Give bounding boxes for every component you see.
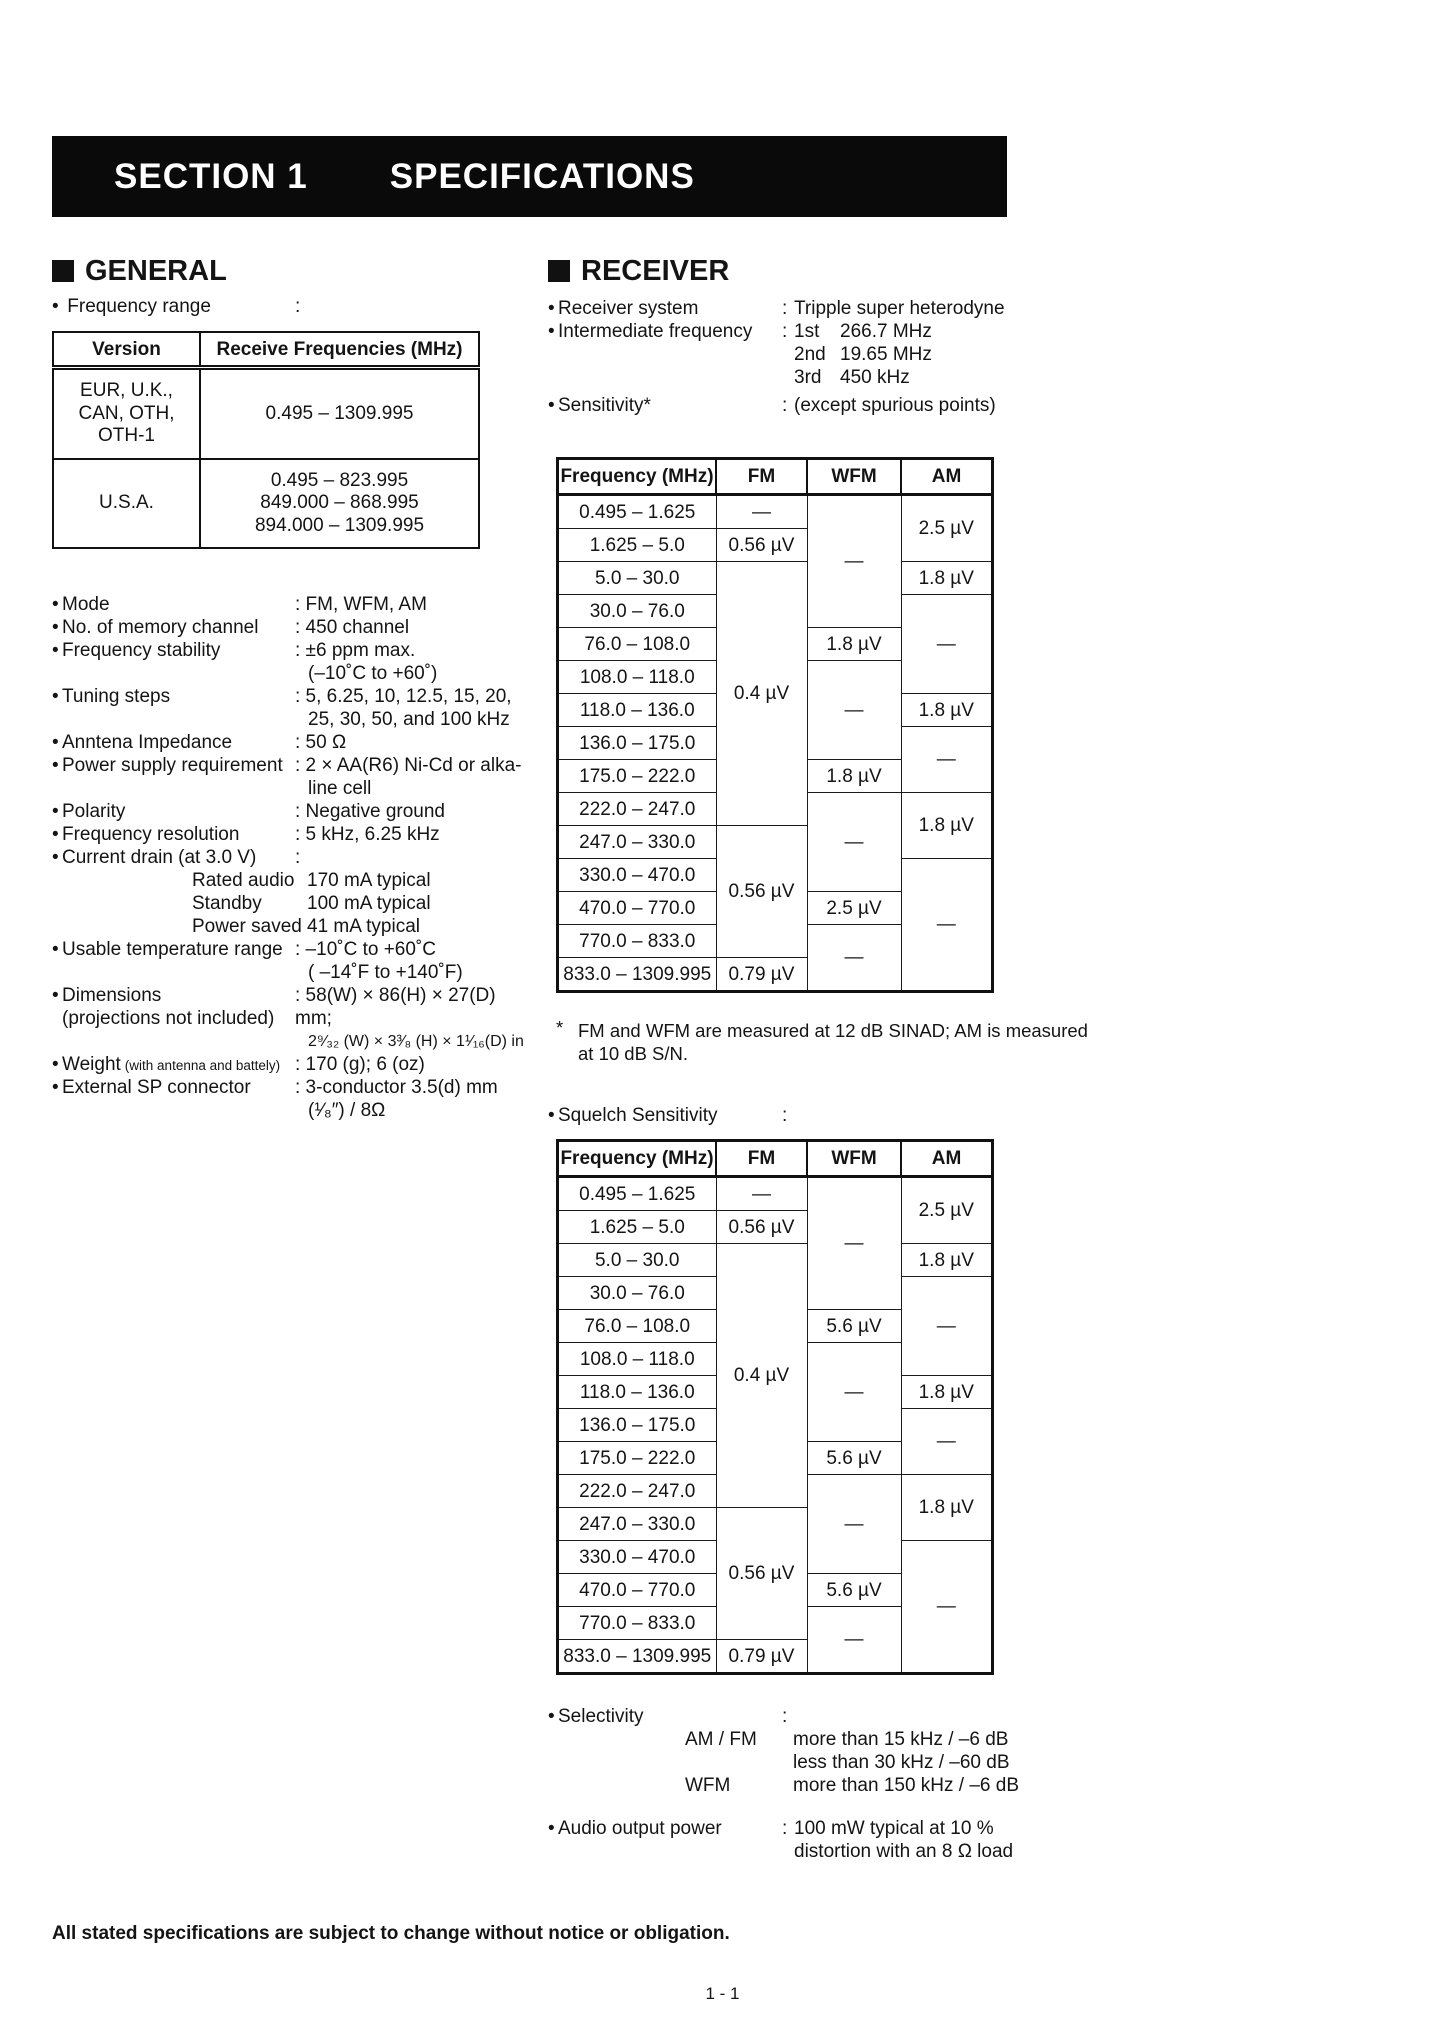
label-text: Frequency resolution xyxy=(62,824,240,845)
value-line: : –10˚C to +60˚C xyxy=(295,939,436,960)
frequency-line: 0.495 – 1309.995 xyxy=(265,402,414,424)
table-row xyxy=(558,562,993,595)
label-text: Audio output power xyxy=(558,1818,722,1839)
spec-label xyxy=(52,938,283,961)
frequency-cell: 1.625 – 5.0 xyxy=(558,1211,717,1244)
fm-value-cell: — xyxy=(716,495,807,529)
bullet-icon: • xyxy=(52,296,59,317)
selectivity-entry xyxy=(548,1751,1408,1774)
colon: : xyxy=(782,1818,788,1839)
bullet-icon: • xyxy=(52,755,59,776)
column-header: Frequency (MHz) xyxy=(558,1141,717,1177)
value-line: : 2 × AA(R6) Ni-Cd or alka- xyxy=(295,755,522,776)
wfm-value-cell: — xyxy=(807,925,901,992)
bullet-icon: • xyxy=(548,1818,555,1839)
bullet-icon: • xyxy=(52,801,59,822)
label-text: Weight xyxy=(62,1054,121,1075)
section-header-bar xyxy=(52,136,1007,217)
version-line: OTH-1 xyxy=(98,425,155,446)
label-text: Anntena Impedance xyxy=(62,732,233,753)
frequency-cell: 118.0 – 136.0 xyxy=(558,1376,717,1409)
general-heading-text: GENERAL xyxy=(85,254,227,287)
table-row xyxy=(53,459,479,549)
spec-row xyxy=(52,800,524,823)
spec-subrow xyxy=(52,869,524,892)
mode-value: more than 150 kHz / –6 dB xyxy=(793,1775,1020,1796)
bullet-icon: • xyxy=(52,686,59,707)
squelch-sensitivity-table xyxy=(556,1139,994,1675)
version-line: U.S.A. xyxy=(99,492,154,513)
am-value-cell: 1.8 µV xyxy=(901,1376,993,1409)
value-line: (¹⁄₈″) / 8Ω xyxy=(308,1100,386,1121)
fm-value-cell: 0.56 µV xyxy=(716,1508,807,1640)
wfm-value-cell: — xyxy=(807,1607,901,1674)
version-cell xyxy=(53,459,200,549)
spec-label xyxy=(548,297,698,320)
frequency-cell: 330.0 – 470.0 xyxy=(558,1541,717,1574)
am-value-cell: — xyxy=(901,595,993,694)
intermediate-frequency-row xyxy=(548,320,1408,389)
fm-value-cell: 0.56 µV xyxy=(716,529,807,562)
spec-label xyxy=(52,616,258,639)
spec-value-line2: distortion with an 8 Ω load xyxy=(794,1841,1014,1862)
fm-value-cell: 0.56 µV xyxy=(716,826,807,958)
frequency-cell: 136.0 – 175.0 xyxy=(558,1409,717,1442)
section-number: SECTION 1 xyxy=(114,157,308,196)
selectivity-block xyxy=(548,1705,1408,1797)
general-specs xyxy=(52,593,524,1122)
value-line: ( –14˚F to +140˚F) xyxy=(308,962,463,983)
frequency-cell: 175.0 – 222.0 xyxy=(558,1442,717,1475)
bullet-icon: • xyxy=(52,1077,59,1098)
label-text: Tuning steps xyxy=(62,686,171,707)
subrow-value: 100 mA typical xyxy=(307,893,431,914)
footer-note: All stated specifications are subject to change without notice or obligation. xyxy=(52,1923,730,1944)
table-header-row xyxy=(53,332,479,368)
frequency-cell: 30.0 – 76.0 xyxy=(558,595,717,628)
mode-name: WFM xyxy=(685,1775,731,1796)
version-table xyxy=(52,331,480,549)
page-number: 1 - 1 xyxy=(705,1984,740,2003)
am-value-cell: — xyxy=(901,727,993,793)
frequency-cell: 108.0 – 118.0 xyxy=(558,1343,717,1376)
spec-label xyxy=(52,1053,280,1077)
frequency-cell: 76.0 – 108.0 xyxy=(558,1310,717,1343)
subrow-value: 170 mA typical xyxy=(307,870,431,891)
bullet-icon: • xyxy=(52,985,59,1006)
label-text: Squelch Sensitivity xyxy=(558,1105,718,1126)
frequency-cell: 833.0 – 1309.995 xyxy=(558,1640,717,1674)
colon: : xyxy=(782,1105,788,1126)
label-text: Receiver system xyxy=(558,298,699,319)
mode-value: more than 15 kHz / –6 dB xyxy=(793,1729,1009,1750)
label-text: Current drain (at 3.0 V) xyxy=(62,847,257,868)
column-header: WFM xyxy=(807,459,901,495)
table-header-row xyxy=(558,459,993,495)
spec-value: Tripple super heterodyne xyxy=(794,298,1005,319)
spec-label xyxy=(52,800,125,823)
label-small-text: (with antenna and battely) xyxy=(124,1058,281,1073)
table-header-row xyxy=(558,1141,993,1177)
am-value-cell: — xyxy=(901,1409,993,1475)
spec-label xyxy=(52,823,239,846)
spec-label xyxy=(52,846,256,869)
wfm-value-cell: — xyxy=(807,1177,901,1310)
spec-value xyxy=(295,1076,524,1122)
if-stage xyxy=(782,320,1408,343)
spec-row xyxy=(52,616,524,639)
colon: : xyxy=(782,298,788,319)
bullet-icon: • xyxy=(52,847,59,868)
subrow-value: 41 mA typical xyxy=(307,916,420,937)
wfm-value-cell: — xyxy=(807,1343,901,1442)
spec-label xyxy=(548,394,651,417)
wfm-value-cell: 5.6 µV xyxy=(807,1442,901,1475)
spec-value xyxy=(295,823,524,846)
value-line: line cell xyxy=(308,778,372,799)
spec-row xyxy=(52,938,524,984)
stage-name: 2nd xyxy=(794,344,826,365)
footnote-line: at 10 dB S/N. xyxy=(578,1043,689,1064)
value-line: : FM, WFM, AM xyxy=(295,594,427,615)
spec-label xyxy=(52,639,220,662)
footnote-line: FM and WFM are measured at 12 dB SINAD; AM is measured xyxy=(578,1020,1088,1041)
colon: : xyxy=(295,296,301,317)
column-header: Receive Frequencies (MHz) xyxy=(200,332,479,368)
bullet-icon: • xyxy=(548,395,555,416)
column-header: AM xyxy=(901,1141,993,1177)
bullet-icon: • xyxy=(52,640,59,661)
table-row xyxy=(53,368,479,459)
spec-label xyxy=(52,593,110,616)
value-line: : 58(W) × 86(H) × 27(D) mm; xyxy=(295,985,496,1029)
sensitivity-table xyxy=(556,457,994,993)
frequency-cell: 222.0 – 247.0 xyxy=(558,793,717,826)
value-line: : 5 kHz, 6.25 kHz xyxy=(295,824,440,845)
frequencies-cell xyxy=(200,459,479,549)
if-stages xyxy=(782,320,1408,389)
fm-value-cell: 0.4 µV xyxy=(716,1244,807,1508)
squelch-sensitivity-row xyxy=(548,1104,1408,1127)
receiver-column xyxy=(548,255,1408,1863)
value-line: : 50 Ω xyxy=(295,732,347,753)
fm-value-cell: 0.4 µV xyxy=(716,562,807,826)
label-text: External SP connector xyxy=(62,1077,251,1098)
spec-row xyxy=(52,1053,524,1076)
spec-value: 100 mW typical at 10 % xyxy=(794,1818,994,1839)
am-value-cell: 1.8 µV xyxy=(901,694,993,727)
sensitivity-note: (except spurious points) xyxy=(794,395,996,416)
spec-row xyxy=(52,754,524,800)
spec-row xyxy=(52,1076,524,1122)
bullet-icon: • xyxy=(52,594,59,615)
mode-name: AM / FM xyxy=(685,1729,757,1750)
column-header: Frequency (MHz) xyxy=(558,459,717,495)
table-row xyxy=(558,1244,993,1277)
fm-value-cell: 0.56 µV xyxy=(716,1211,807,1244)
spec-value xyxy=(295,685,524,731)
label-text: Sensitivity* xyxy=(558,395,651,416)
frequency-cell: 770.0 – 833.0 xyxy=(558,1607,717,1640)
frequency-cell: 247.0 – 330.0 xyxy=(558,1508,717,1541)
frequency-line: 0.495 – 823.995 xyxy=(270,469,409,491)
column-header: FM xyxy=(716,459,807,495)
spec-value xyxy=(295,984,524,1053)
frequency-cell: 175.0 – 222.0 xyxy=(558,760,717,793)
wfm-value-cell: — xyxy=(807,793,901,892)
spec-value xyxy=(295,846,524,869)
label-text: No. of memory channel xyxy=(62,617,259,638)
value-line: 2⁹⁄₃₂ (W) × 3³⁄₈ (H) × 1¹⁄₁₆(D) in xyxy=(308,1033,524,1050)
receiver-heading-text: RECEIVER xyxy=(581,254,730,287)
receiver-heading xyxy=(548,255,1408,287)
bullet-icon: • xyxy=(548,1706,555,1727)
value-line: : 3-conductor 3.5(d) mm xyxy=(295,1077,498,1098)
value-line: : 450 channel xyxy=(295,617,410,638)
frequency-cell: 136.0 – 175.0 xyxy=(558,727,717,760)
am-value-cell: — xyxy=(901,1541,993,1674)
stage-value: 450 kHz xyxy=(840,367,910,388)
bullet-icon: • xyxy=(52,732,59,753)
bullet-icon: • xyxy=(548,321,555,342)
frequency-cell: 0.495 – 1.625 xyxy=(558,495,717,529)
label-text: Power supply requirement xyxy=(62,755,283,776)
label-text: Dimensions xyxy=(62,985,162,1006)
spec-subrow xyxy=(52,915,524,938)
frequency-cell: 247.0 – 330.0 xyxy=(558,826,717,859)
spec-value xyxy=(295,1053,524,1076)
if-stage xyxy=(782,343,1408,366)
section-square-icon xyxy=(52,260,74,282)
am-value-cell: — xyxy=(901,1277,993,1376)
label-text: Selectivity xyxy=(558,1706,644,1727)
frequency-cell: 0.495 – 1.625 xyxy=(558,1177,717,1211)
label-text: Polarity xyxy=(62,801,126,822)
version-cell xyxy=(53,368,200,459)
frequency-cell: 330.0 – 470.0 xyxy=(558,859,717,892)
label-text: Frequency stability xyxy=(62,640,221,661)
stage-value: 266.7 MHz xyxy=(840,321,932,342)
table-row xyxy=(558,495,993,529)
spec-value xyxy=(295,938,524,984)
wfm-value-cell: — xyxy=(807,495,901,628)
am-value-cell: 2.5 µV xyxy=(901,1177,993,1244)
spec-row xyxy=(52,823,524,846)
column-header: AM xyxy=(901,459,993,495)
am-value-cell: — xyxy=(901,859,993,992)
value-line: : xyxy=(295,847,301,868)
label-text: Mode xyxy=(62,594,110,615)
spec-row xyxy=(52,846,524,938)
bullet-icon: • xyxy=(52,617,59,638)
section-square-icon xyxy=(548,260,570,282)
stage-name: 1st xyxy=(794,321,820,342)
spec-label xyxy=(52,1076,251,1099)
am-value-cell: 1.8 µV xyxy=(901,1475,993,1541)
spec-label xyxy=(52,984,274,1030)
spec-label xyxy=(548,320,752,343)
spec-value xyxy=(295,731,524,754)
spec-value xyxy=(295,593,524,616)
am-value-cell: 1.8 µV xyxy=(901,1244,993,1277)
frequencies-cell xyxy=(200,368,479,459)
wfm-value-cell: 1.8 µV xyxy=(807,760,901,793)
frequency-cell: 108.0 – 118.0 xyxy=(558,661,717,694)
value-line: : 170 (g); 6 (oz) xyxy=(295,1054,425,1075)
fm-value-cell: — xyxy=(716,1177,807,1211)
frequency-cell: 470.0 – 770.0 xyxy=(558,1574,717,1607)
spec-row xyxy=(52,639,524,685)
frequency-cell: 770.0 – 833.0 xyxy=(558,925,717,958)
column-header: WFM xyxy=(807,1141,901,1177)
column-header: FM xyxy=(716,1141,807,1177)
bullet-icon: • xyxy=(52,1054,59,1075)
selectivity-entry xyxy=(548,1728,1408,1751)
wfm-value-cell: 5.6 µV xyxy=(807,1310,901,1343)
version-line: CAN, OTH, xyxy=(78,402,175,424)
selectivity-row xyxy=(548,1705,1408,1728)
spec-row xyxy=(52,593,524,616)
page-title: SPECIFICATIONS xyxy=(389,157,695,196)
wfm-value-cell: 1.8 µV xyxy=(807,628,901,661)
table-row xyxy=(558,1177,993,1211)
value-line: 25, 30, 50, and 100 kHz xyxy=(308,709,510,730)
spec-label xyxy=(548,1104,717,1127)
fm-value-cell: 0.79 µV xyxy=(716,958,807,992)
wfm-value-cell: 2.5 µV xyxy=(807,892,901,925)
selectivity-entry xyxy=(548,1774,1408,1797)
colon: : xyxy=(782,321,788,342)
spec-row xyxy=(52,984,524,1053)
frequency-cell: 118.0 – 136.0 xyxy=(558,694,717,727)
value-line: : 5, 6.25, 10, 12.5, 15, 20, xyxy=(295,686,512,707)
value-line: : ±6 ppm max. xyxy=(295,640,416,661)
frequency-range-label: Frequency range xyxy=(67,296,211,317)
footnote-lines xyxy=(578,1019,1408,1065)
spec-label xyxy=(548,1817,722,1840)
mode-value: less than 30 kHz / –60 dB xyxy=(793,1752,1010,1773)
fm-value-cell: 0.79 µV xyxy=(716,1640,807,1674)
frequency-cell: 1.625 – 5.0 xyxy=(558,529,717,562)
am-value-cell: 1.8 µV xyxy=(901,793,993,859)
spec-value xyxy=(295,754,524,800)
column-header: Version xyxy=(53,332,200,368)
am-value-cell: 2.5 µV xyxy=(901,495,993,562)
label-text: Usable temperature range xyxy=(62,939,283,960)
asterisk: * xyxy=(556,1017,564,1038)
bullet-icon: • xyxy=(548,1105,555,1126)
bullet-icon: • xyxy=(52,939,59,960)
frequency-cell: 222.0 – 247.0 xyxy=(558,1475,717,1508)
bullet-icon: • xyxy=(548,298,555,319)
sensitivity-footnote xyxy=(556,1019,1408,1065)
spec-row xyxy=(52,685,524,731)
spec-label xyxy=(548,1705,644,1728)
if-stage xyxy=(782,366,1408,389)
spec-label xyxy=(52,731,232,754)
general-heading xyxy=(52,255,524,287)
spec-value xyxy=(295,639,524,685)
stage-name: 3rd xyxy=(794,367,822,388)
general-column xyxy=(52,255,524,1122)
receiver-system-row xyxy=(548,297,1408,320)
spec-subrow xyxy=(52,892,524,915)
value-line: (–10˚C to +60˚) xyxy=(308,663,438,684)
spec-value xyxy=(295,800,524,823)
am-value-cell: 1.8 µV xyxy=(901,562,993,595)
frequency-line: 849.000 – 868.995 xyxy=(260,492,419,513)
spec-value xyxy=(295,616,524,639)
frequency-cell: 30.0 – 76.0 xyxy=(558,1277,717,1310)
label-line2: (projections not included) xyxy=(62,1008,275,1029)
version-line: EUR, U.K., xyxy=(80,380,173,401)
frequency-range-row xyxy=(52,295,524,318)
sensitivity-row xyxy=(548,394,1408,417)
frequency-cell: 5.0 – 30.0 xyxy=(558,1244,717,1277)
wfm-value-cell: 5.6 µV xyxy=(807,1574,901,1607)
spec-label xyxy=(52,754,283,777)
wfm-value-cell: — xyxy=(807,661,901,760)
audio-output-row xyxy=(548,1817,1408,1863)
colon: : xyxy=(782,395,788,416)
bullet-icon: • xyxy=(52,824,59,845)
frequency-line: 894.000 – 1309.995 xyxy=(254,514,425,536)
subrow-label: Standby xyxy=(192,893,262,914)
spec-row xyxy=(52,731,524,754)
value-line: : Negative ground xyxy=(295,801,445,822)
subrow-label: Power saved xyxy=(192,916,302,937)
frequency-cell: 5.0 – 30.0 xyxy=(558,562,717,595)
frequency-cell: 76.0 – 108.0 xyxy=(558,628,717,661)
label-text: Intermediate frequency xyxy=(558,321,753,342)
wfm-value-cell: — xyxy=(807,1475,901,1574)
stage-value: 19.65 MHz xyxy=(840,344,932,365)
subrow-label: Rated audio xyxy=(192,870,295,891)
spec-label xyxy=(52,685,170,708)
colon: : xyxy=(782,1706,788,1727)
frequency-cell: 470.0 – 770.0 xyxy=(558,892,717,925)
frequency-cell: 833.0 – 1309.995 xyxy=(558,958,717,992)
